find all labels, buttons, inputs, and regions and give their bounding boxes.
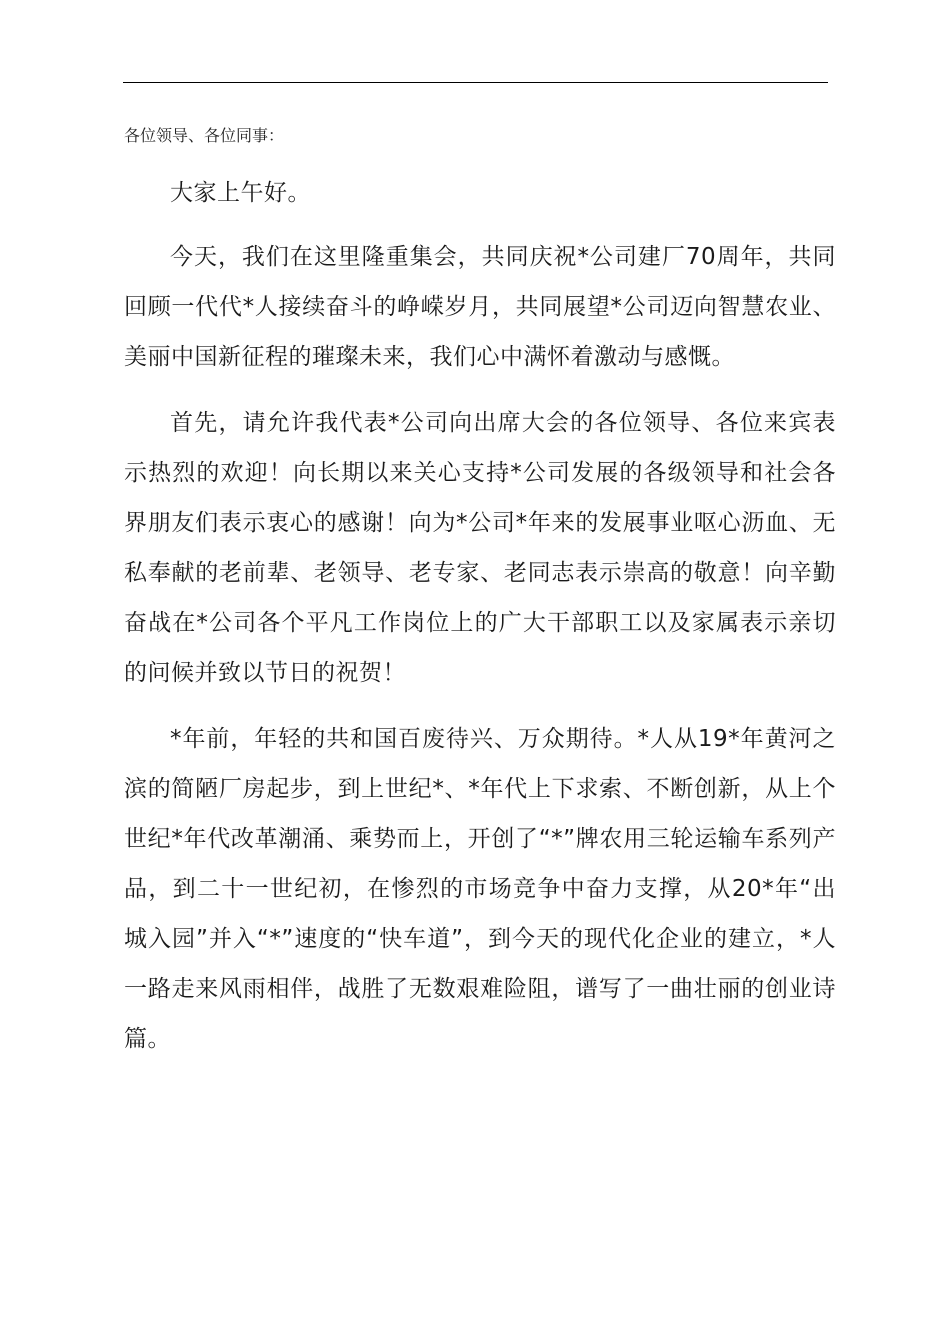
paragraph-celebration: 今天，我们在这里隆重集会，共同庆祝*公司建厂70周年，共同回顾一代代*人接续奋斗的峥嵘岁月，共同展望*公司迈向智慧农业、美丽中国新征程的璀璨未来，我们心中满怀着激动与感慨。 bbox=[124, 244, 836, 370]
paragraph-welcome: 首先，请允许我代表*公司向出席大会的各位领导、各位来宾表示热烈的欢迎！向长期以来关心支持*公司发展的各级领导和社会各界朋友们表示衷心的感谢！向为*公司*年来的发展事业呕心沥血、无私奉献的老前辈、老领导、老专家、老同志表示崇高的敬意！向辛勤奋战在*公司各个平凡工作岗位上的广大干部职工以及家属表示亲切的问候并致以节日的祝贺！ bbox=[124, 410, 836, 686]
salutation: 各位领导、各位同事： bbox=[124, 126, 285, 145]
paragraph-greeting: 大家上午好。 bbox=[170, 180, 311, 206]
paragraph-history: *年前，年轻的共和国百废待兴、万众期待。*人从19*年黄河之滨的简陋厂房起步，到上世纪*、*年代上下求索、不断创新，从上个世纪*年代改革潮涌、乘势而上，开创了“*”牌农用三轮运输车系列产品，到二十一世纪初，在惨烈的市场竞争中奋力支撑，从20*年“出城入园”并入“*”速度的“快车道”，到今天的现代化企业的建立，*人一路走来风雨相伴，战胜了无数艰难险阻，谱写了一曲壮丽的创业诗篇。 bbox=[124, 726, 836, 1052]
speech-body bbox=[124, 168, 836, 1080]
header-rule bbox=[123, 82, 828, 83]
